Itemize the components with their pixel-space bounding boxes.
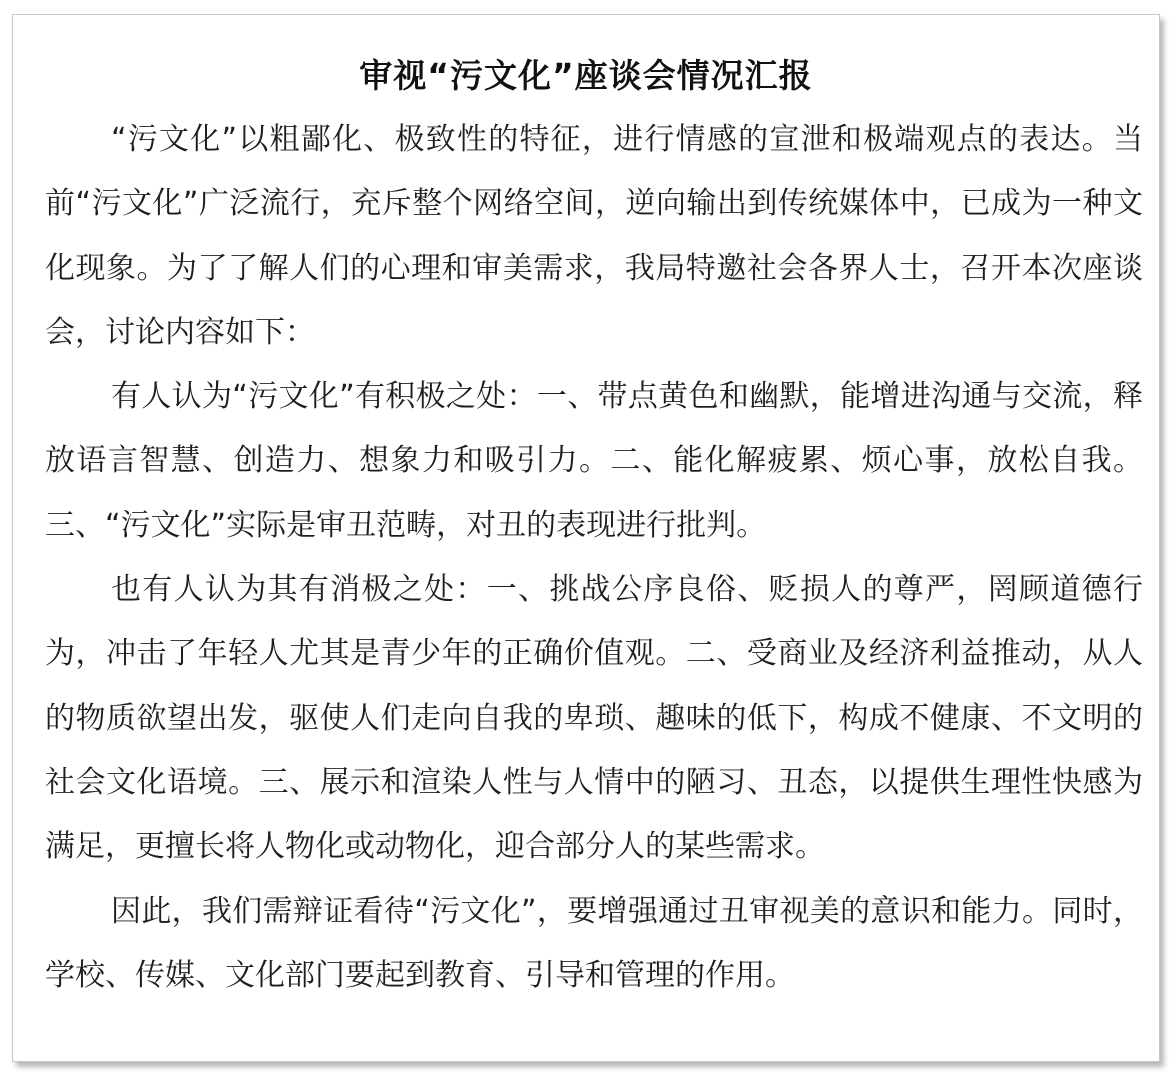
paragraph-negative-views: 也有人认为其有消极之处：一、挑战公序良俗、贬损人的尊严，罔顾道德行为，冲击了年轻人尤其是青少年的正确价值观。二、受商业及经济利益推动，从人的物质欲望出发，驱使人们走向自我的卑琐、趣味的低下，构成不健康、不文明的社会文化语境。三、展示和渲染人性与人情中的陋习、丑态，以提供生理性快感为满足，更擅长将人物化或动物化，迎合部分人的某些需求。 [45,572,1143,865]
document-body [45,108,1143,1008]
document-title: 审视“污文化”座谈会情况汇报 [359,56,813,95]
paragraph-intro: “污文化”以粗鄙化、极致性的特征，进行情感的宣泄和极端观点的表达。当前“污文化”广泛流行，充斥整个网络空间，逆向输出到传统媒体中，已成为一种文化现象。为了了解人们的心理和审美需求，我局特邀社会各界人士，召开本次座谈会，讨论内容如下： [45,122,1143,350]
document-frame [12,14,1160,1062]
paragraph-positive-views: 有人认为“污文化”有积极之处：一、带点黄色和幽默，能增进沟通与交流，释放语言智慧、创造力、想象力和吸引力。二、能化解疲累、烦心事，放松自我。三、“污文化”实际是审丑范畴，对丑的表现进行批判。 [45,379,1143,543]
paragraph-conclusion: 因此，我们需辩证看待“污文化”，要增强通过丑审视美的意识和能力。同时，学校、传媒、文化部门要起到教育、引导和管理的作用。 [45,893,1143,993]
